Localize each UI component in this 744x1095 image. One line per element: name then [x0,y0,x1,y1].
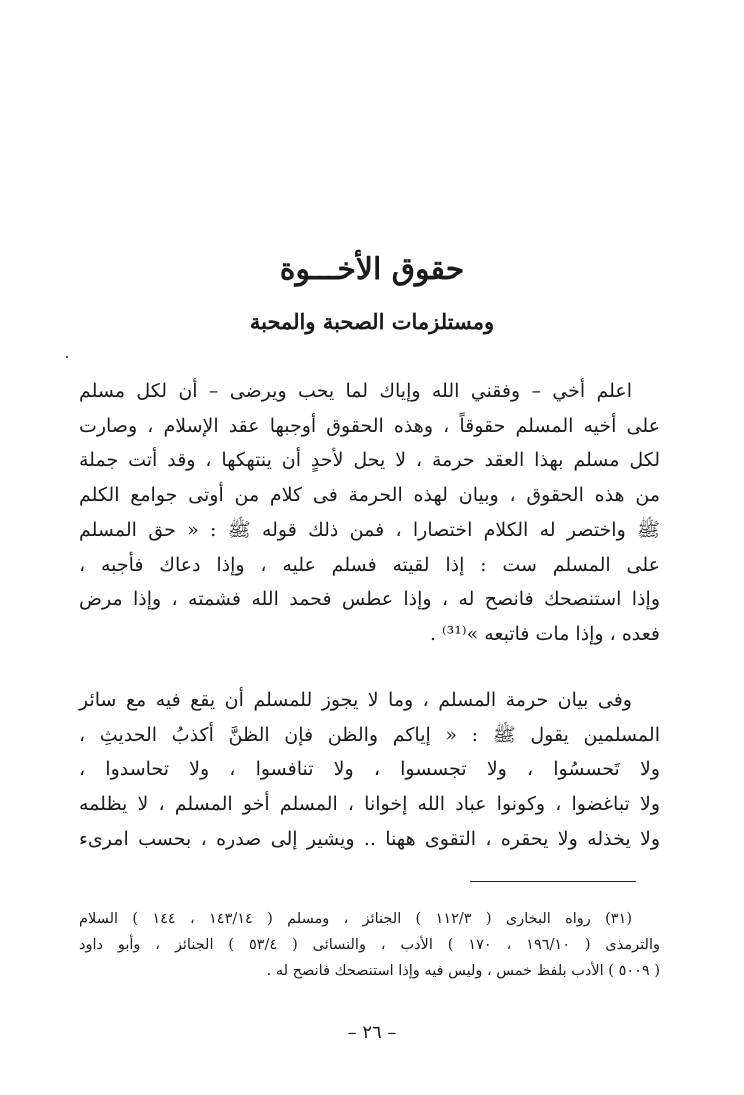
paragraph-1-line: لكل مسلم بهذا العقد حرمة ، لا يحل لأحدٍ أن ينتهكها ، وقد أتت جملة [79,449,660,472]
paragraph-1-line: على المسلم ست : إذا لقيته فسلم عليه ، وإذا دعاك فأجبه ، [79,553,660,576]
paragraph-2-line: ولا يخذله ولا يحقره ، التقوى ههنا .. ويشير إلى صدره ، بحسب امرىء [79,827,660,850]
paragraph-2-line: وفى بيان حرمة المسلم ، وما لا يجوز للمسلم أن يقع فيه مع سائر [79,689,632,711]
paragraph-1-line: من هذه الحقوق ، وبيان لهذه الحرمة فى كلام من أوتى جوامع الكلم [79,484,660,507]
paragraph-1-line: اعلم أخي – وفقني الله وإياك لما يحب ويرضى – أن لكل مسلم [79,380,632,402]
paragraph-1 [79,374,660,652]
paragraph-1-line: على أخيه المسلم حقوقاً ، وهذه الحقوق أوجبها عقد الإسلام ، وصارت [79,414,660,437]
paragraph-1-line: فعده ، وإذا مات فاتبعه »⁽³¹⁾ . [429,622,660,645]
footnote-line: (٣١) رواه البخارى ( ١١٢/٣ ) الجنائز ، ومسلم ( ١٤٣/١٤ ، ١٤٤ ) السلام [79,911,632,927]
footnote-line: والترمذى ( ١٩٦/١٠ ، ١٧٠ ) الأدب ، والنسائى ( ٥٣/٤ ) الجنائز ، وأبو داود [79,937,660,953]
paragraph-1-line: وإذا استنصحك فانصح له ، وإذا عطس فحمد الله فشمته ، وإذا مرض [79,588,660,611]
chapter-title: حقوق الأخـــوة [279,252,465,287]
paragraph-1-line: ﷺ واختصر له الكلام اختصارا ، فمن ذلك قوله ﷺ : « حق المسلم [79,518,660,541]
page-number: – ٢٦ – [347,1022,397,1043]
paragraph-2-line: ولا تَحسسُوا ، ولا تجسسوا ، ولا تنافسوا ، ولا تحاسدوا ، [79,758,660,781]
paragraph-2 [79,683,660,857]
footnote [79,906,660,984]
paragraph-2-line: المسلمين يقول ﷺ : « إياكم والظن فإن الظنَّ أكذبُ الحديثِ ، [79,723,660,746]
chapter-subtitle: ومستلزمات الصحبة والمحبة [249,309,495,334]
ink-speck [66,356,68,358]
paragraph-2-line: ولا تباغضوا ، وكونوا عباد الله إخوانا ، المسلم أخو المسلم ، لا يظلمه [79,793,660,816]
footnote-line: ( ٥٠٠٩ ) الأدب بلفظ خمس ، وليس فيه وإذا استنصحك فانصح له . [266,963,660,979]
footnote-separator [470,881,636,882]
